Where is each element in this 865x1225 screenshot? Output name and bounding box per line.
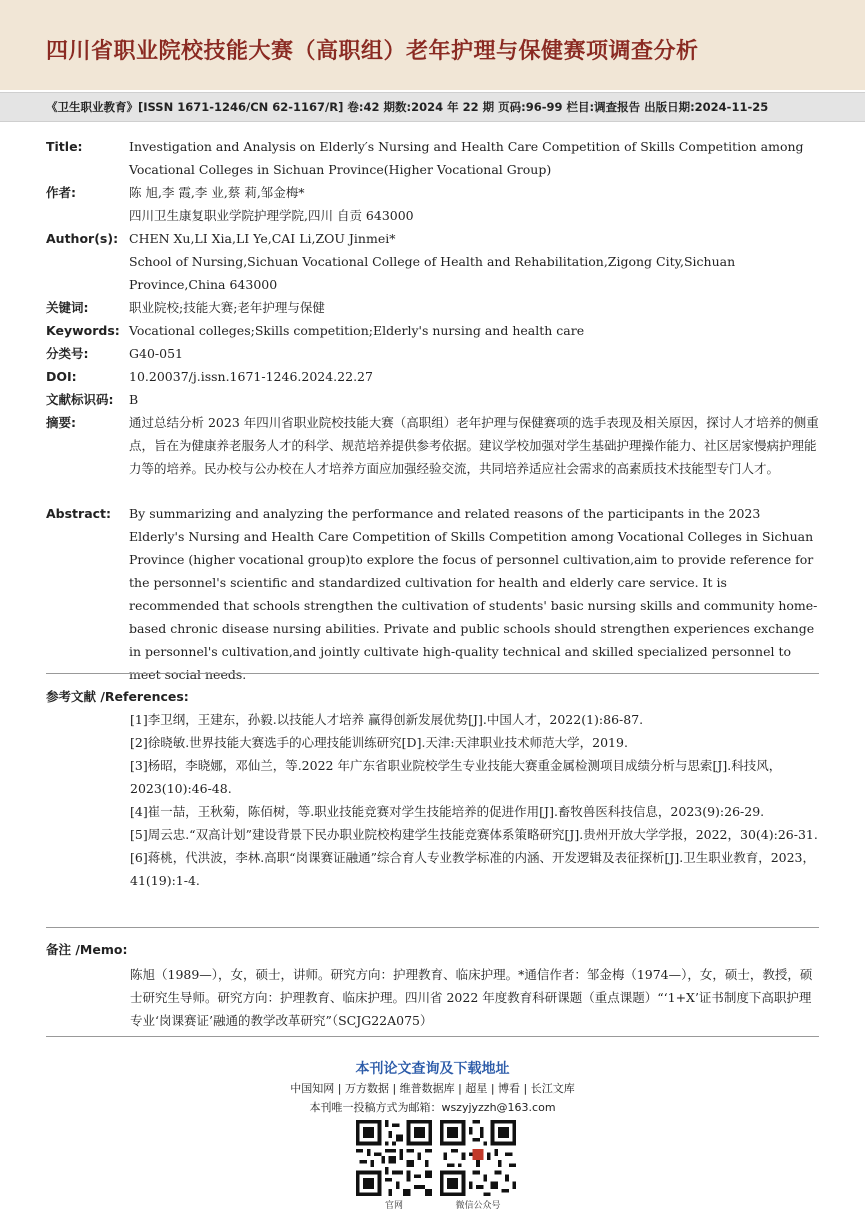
field-label: 关键词: (46, 300, 89, 315)
field-label: 文献标识码: (46, 392, 114, 407)
page-title: 四川省职业院校技能大赛（高职组）老年护理与保健赛项调查分析 (46, 39, 699, 64)
authors-en-text: CHEN Xu,LI Xia,LI Ye,CAI Li,ZOU Jinmei* (129, 231, 396, 246)
field-label: 作者: (46, 185, 76, 200)
field-label: Author(s): (46, 231, 119, 246)
reference-item: [2]徐晓敏.世界技能大赛选手的心理技能训练研究[D].天津:天津职业技术师范大学，2019. (130, 735, 628, 750)
field-label: Title: (46, 139, 83, 154)
field-label: DOI: (46, 369, 77, 384)
qr-code-website[interactable] (356, 1120, 432, 1196)
reference-item: [6]蒋桃，代洪波，李林.高职“岗课赛证融通”综合育人专业教学标准的内涵、开发逻辑及表征探析[J].卫生职业教育，2023，41(19):1-4. (130, 850, 816, 888)
references-list (130, 708, 820, 892)
abstract-en-text: By summarizing and analyzing the performance and related reasons of the participants in the 2023 Elderly's Nursing and Health Care Competition of Skills Competition among Vocational Colleges in Sichuan Province (higher vocational group)to explore the focus of personnel cultivation,aim to provide reference for the personnel's scientific and standardized cultivation for health and elderly care service. It is recommended that schools strengthen the cultivation of students' basic nursing skills and community home-based chronic disease nursing abilities. Private and public schools should strengthen experiences exchange in personnel's cultivation,and jointly cultivate high-quality technical and skilled specialized personnel to meet social needs. (129, 506, 818, 682)
title-bar (0, 0, 865, 90)
qr-label-wechat: 微信公众号 (455, 1201, 501, 1211)
affiliation-en-text: School of Nursing,Sichuan Vocational College of Health and Rehabilitation,Zigong City,Sichuan Province,China 643000 (129, 254, 736, 292)
footer-title: 本刊论文查询及下载地址 (355, 1061, 510, 1077)
reference-item: [3]杨昭，李晓娜，邓仙兰，等.2022 年广东省职业院校学生专业技能大赛重金属检测项目成绩分析与思索[J].科技风，2023(10):46-48. (130, 758, 782, 796)
doc-code-text: B (129, 392, 139, 407)
references-heading: 参考文献 /References: (46, 689, 189, 704)
divider (46, 673, 819, 674)
class-no-text: G40-051 (129, 346, 183, 361)
memo-heading: 备注 /Memo: (46, 942, 128, 957)
field-label: Abstract: (46, 506, 112, 521)
qr-code-wechat[interactable] (440, 1120, 516, 1196)
abstract-text: 通过总结分析 2023 年四川省职业院校技能大赛（高职组）老年护理与保健赛项的选手表现及相关原因，探讨人才培养的侧重点，旨在为健康养老服务人才的科学、规范培养提供参考依据。建议学校加强对学生基础护理操作能力、社区居家慢病护理能力等的培养。民办校与公办校在人才培养方面应加强经验交流，共同培养适应社会需求的高素质技术技能型专门人才。 (129, 415, 819, 476)
qr-label-website: 官网 (384, 1201, 403, 1211)
memo-text: 陈旭（1989—），女，硕士，讲师。研究方向：护理教育、临床护理。*通信作者：邹金梅（1974—），女，硕士，教授，硕士研究生导师。研究方向：护理教育、临床护理。四川省 2022 年度教育科研课题（重点课题）“‘1+X’证书制度下高职护理专业‘岗课赛证’融通的教学改革研究”（SCJG22A075） (130, 967, 813, 1028)
submission-email: 本刊唯一投稿方式为邮箱：wszyjyzzh@163.com (309, 1101, 556, 1114)
reference-item: [5]周云忠.“双高计划”建设背景下民办职业院校构建学生技能竞赛体系策略研究[J].贵州开放大学学报，2022，30(4):26-31. (130, 827, 818, 842)
authors-text: 陈 旭,李 霞,李 业,蔡 莉,邹金梅* (129, 185, 305, 200)
affiliation-text: 四川卫生康复职业学院护理学院,四川 自贡 643000 (129, 208, 414, 223)
keywords-text: 职业院校;技能大赛;老年护理与保健 (129, 300, 325, 315)
reference-item: [4]崔一喆，王秋菊，陈佰树，等.职业技能竞赛对学生技能培养的促进作用[J].畜牧兽医科技信息，2023(9):26-29. (130, 804, 765, 819)
keywords-en-text: Vocational colleges;Skills competition;Elderly's nursing and health care (129, 323, 585, 338)
database-list: 中国知网 | 万方数据 | 维普数据库 | 超星 | 博看 | 长江文库 (290, 1082, 575, 1095)
meta-bar (0, 92, 865, 122)
title-en-text: Investigation and Analysis on Elderly′s Nursing and Health Care Competition of Skills Competition among Vocational Colleges in Sichuan Province(Higher Vocational Group) (129, 139, 804, 177)
field-label: Keywords: (46, 323, 120, 338)
divider (46, 1036, 819, 1037)
field-label: 分类号: (46, 346, 89, 361)
divider (46, 927, 819, 928)
reference-item: [1]李卫纲，王建东，孙毅.以技能人才培养 赢得创新发展优势[J].中国人才，2022(1):86-87. (130, 712, 644, 727)
doi-text: 10.20037/j.issn.1671-1246.2024.22.27 (129, 369, 373, 384)
field-label: 摘要: (46, 415, 76, 430)
citation-meta: 《卫生职业教育》[ISSN 1671-1246/CN 62-1167/R] 卷:42 期数:2024 年 22 期 页码:96-99 栏目:调查报告 出版日期:2024-11-25 (46, 100, 769, 114)
